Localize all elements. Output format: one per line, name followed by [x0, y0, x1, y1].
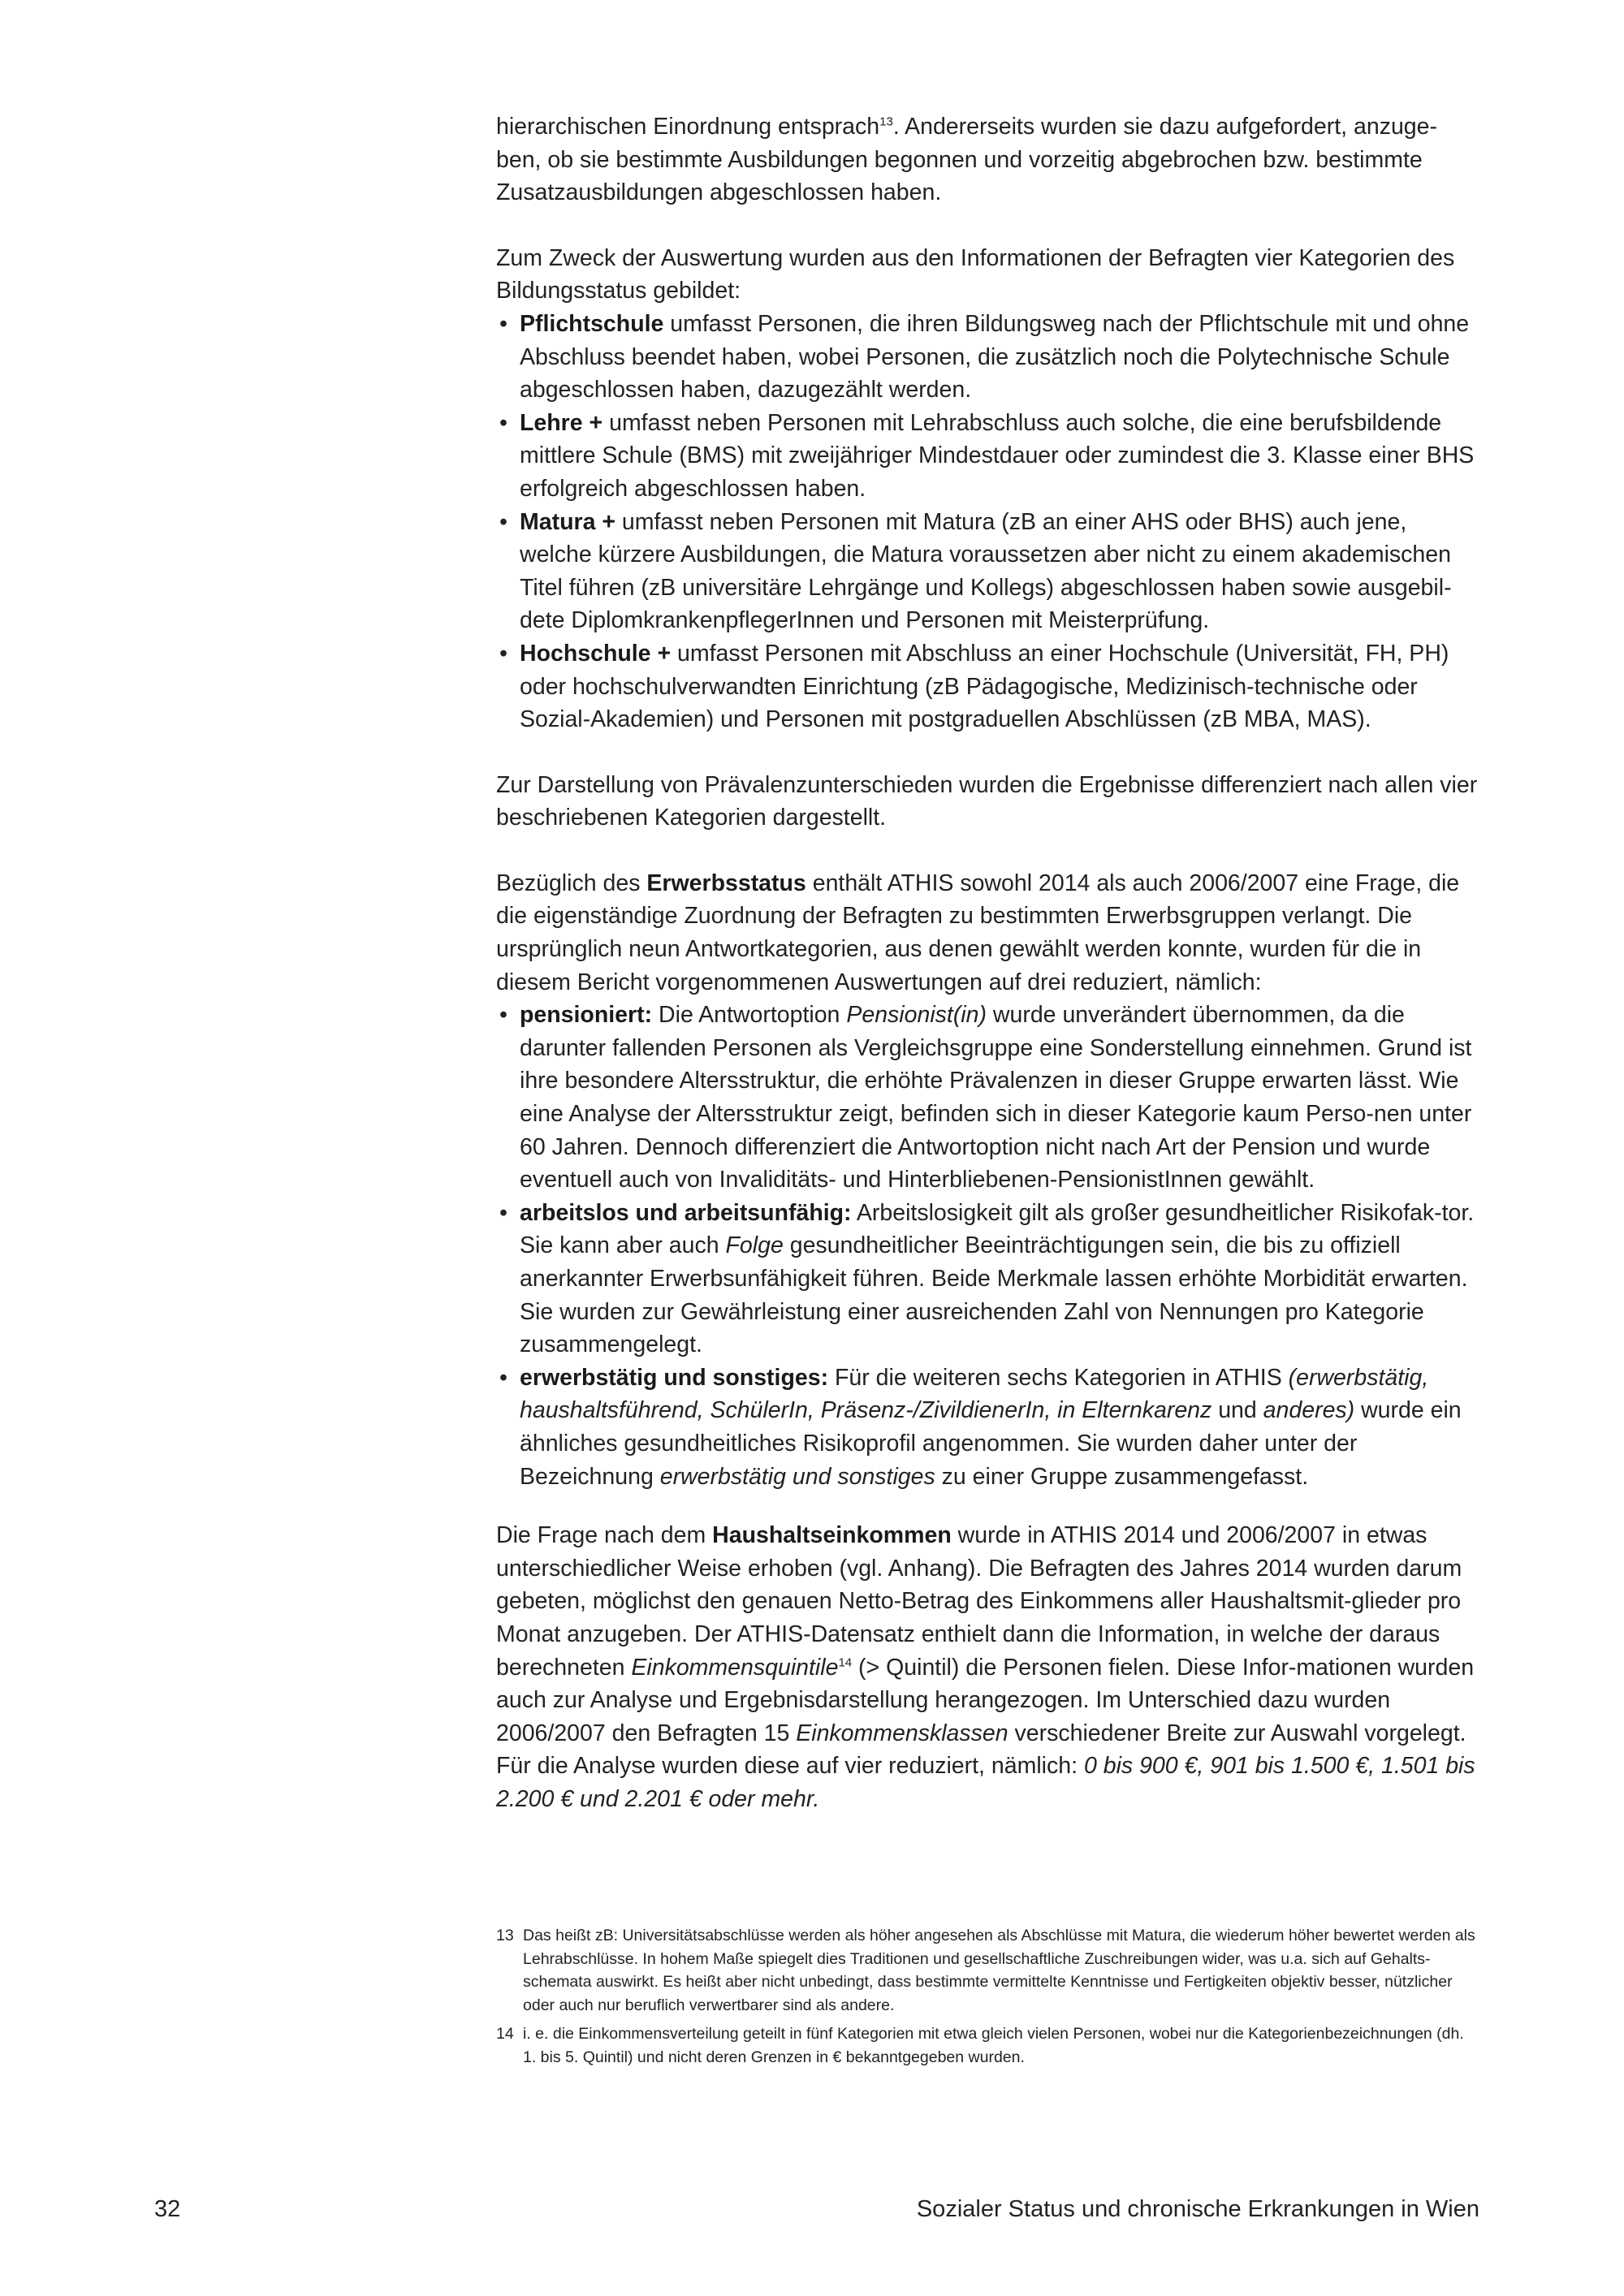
footnote-ref-13[interactable]: 13	[879, 114, 893, 129]
footnote-text: i. e. die Einkommensverteilung geteilt in fünf Kategorien mit etwa gleich vielen Personen, wobei nur die Kategorienbezeichnungen (dh. 1. bis 5. Quintil) und nicht deren Grenzen in € bekanntgegeben wurden.	[523, 2024, 1464, 2066]
main-content	[496, 110, 1480, 1816]
list-item: • Hochschule + umfasst Personen mit Abschluss an einer Hochschule (Universität, FH, PH) oder hochschulverwandten Einrichtung (zB Pädagogische, Medizinisch-technische oder Sozial-Akademien) und Personen mit postgraduellen Abschlüssen (zB MBA, MAS).	[496, 637, 1480, 736]
list-item: • Matura + umfasst neben Personen mit Matura (zB an einer AHS oder BHS) auch jene, welche kürzere Ausbildungen, die Matura voraussetzen aber nicht zu einem akademischen Titel führen (zB universitäre Lehrgänge und Kollegs) abgeschlossen haben sowie ausgebil-dete DiplomkrankenpflegerInnen und Personen mit Meisterprüfung.	[496, 506, 1480, 637]
list-item: • pensioniert: Die Antwortoption Pensionist(in) wurde unverändert übernommen, da die darunter fallenden Personen als Vergleichsgruppe eine Sonderstellung einnehmen. Grund ist ihre besondere Altersstruktur, die erhöhte Prävalenzen in dieser Gruppe erwarten lässt. Wie eine Analyse der Altersstruktur zeigt, befinden sich in dieser Kategorie kaum Perso-nen unter 60 Jahren. Dennoch differenziert die Antwortoption nicht nach Art der Pension und wurde eventuell auch von Invaliditäts- und Hinterbliebenen-PensionistInnen gewählt.	[496, 999, 1480, 1197]
footnote-number: 14	[496, 2024, 514, 2043]
employment-category-list	[496, 999, 1480, 1493]
page-footer	[154, 2196, 1479, 2223]
paragraph-erwerbsstatus: Bezüglich des Erwerbsstatus enthält ATHIS sowohl 2014 als auch 2006/2007 eine Frage, die die eigenständige Zuordnung der Befragten zu bestimmten Erwerbsgruppen verlangt. Die ursprünglich neun Antwortkategorien, aus denen gewählt werden konnte, wurden für die in diesem Bericht vorgenommenen Auswertungen auf drei reduziert, nämlich:	[496, 870, 1460, 995]
footnote-13	[496, 1924, 1480, 2018]
list-item: • Pflichtschule umfasst Personen, die ihren Bildungsweg nach der Pflichtschule mit und ohne Abschluss beendet haben, wobei Personen, die zusätzlich noch die Polytechnische Schule abgeschlossen haben, dazugezählt werden.	[496, 308, 1480, 407]
footnote-text: Das heißt zB: Universitätsabschlüsse werden als höher angesehen als Abschlüsse mit Matura, die wiederum höher bewertet werden als Lehrabschlüsse. In hohem Maße spiegelt dies Traditionen und gesellschaftliche Zuschreibungen wider, was u.a. sich auf Gehalts-schemata auswirkt. Es heißt aber nicht unbedingt, dass bestimmte vermittelte Kenntnisse und Fertigkeiten objektiv besser, nützlicher oder auch nur beruflich verwertbarer sind als andere.	[523, 1927, 1475, 2015]
footnotes	[496, 1924, 1480, 2074]
list-item: • arbeitslos und arbeitsunfähig: Arbeitslosigkeit gilt als großer gesundheitlicher Risikofak-tor. Sie kann aber auch Folge gesundheitlicher Beeinträchtigungen sein, die bis zu offiziell anerkannter Erwerbsunfähigkeit führen. Beide Merkmale lassen erhöhte Morbidität erwarten. Sie wurden zur Gewährleistung einer ausreichenden Zahl von Nennungen pro Kategorie zusammengelegt.	[496, 1197, 1480, 1362]
education-category-list	[496, 308, 1480, 736]
footnote-14	[496, 2022, 1480, 2069]
footnote-ref-14[interactable]: 14	[838, 1655, 853, 1670]
paragraph-prevalence: Zur Darstellung von Prävalenzunterschieden wurden die Ergebnisse differenziert nach allen vier beschriebenen Kategorien dargestellt.	[496, 771, 1478, 831]
list-item: • erwerbstätig und sonstiges: Für die weiteren sechs Kategorien in ATHIS (erwerbstätig, haushaltsführend, SchülerIn, Präsenz-/ZivildienerIn, in Elternkarenz und anderes) wurde ein ähnliches gesundheitliches Risikoprofil angenommen. Sie wurden daher unter der Bezeichnung erwerbstätig und sonstiges zu einer Gruppe zusammengefasst.	[496, 1362, 1480, 1493]
paragraph-haushaltseinkommen: Die Frage nach dem Haushaltseinkommen wurde in ATHIS 2014 und 2006/2007 in etwas unterschiedlicher Weise erhoben (vgl. Anhang). Die Befragten des Jahres 2014 wurden darum gebeten, möglichst den genauen Netto-Betrag des Einkommens aller Haushaltsmit-glieder pro Monat anzugeben. Der ATHIS-Datensatz enthielt dann die Information, in welche der daraus berechneten Einkommensquintile$^{14}$ (> Quintil) die Personen fielen. Diese Infor-mationen wurden auch zur Analyse und Ergebnisdarstellung herangezogen. Im Unterschied dazu wurden 2006/2007 den Befragten 15 Einkommensklassen verschiedener Breite zur Auswahl vorgelegt. Für die Analyse wurden diese auf vier reduziert, nämlich: 0 bis 900 €, 901 bis 1.500 €, 1.501 bis 2.200 € und 2.201 € oder mehr.	[496, 1522, 1475, 1812]
footnote-number: 13	[496, 1927, 514, 1944]
paragraph-bildung-intro: hierarchischen Einordnung entsprach$^{13}$. Andererseits wurden sie dazu aufgefordert, anzuge-ben, ob sie bestimmte Ausbildungen begonnen und vorzeitig abgebrochen bzw. bestimmte Zusatzausbildungen abgeschlossen haben.	[496, 114, 1437, 206]
page-number: 32	[154, 2196, 181, 2222]
document-title: Sozialer Status und chronische Erkrankungen in Wien	[916, 2196, 1479, 2222]
list-item: • Lehre + umfasst neben Personen mit Lehrabschluss auch solche, die eine berufsbildende mittlere Schule (BMS) mit zweijähriger Mindestdauer oder zumindest die 3. Klasse einer BHS erfolgreich abgeschlossen haben.	[496, 407, 1480, 506]
paragraph-categories-intro: Zum Zweck der Auswertung wurden aus den Informationen der Befragten vier Kategorien des Bildungsstatus gebildet:	[496, 244, 1455, 304]
